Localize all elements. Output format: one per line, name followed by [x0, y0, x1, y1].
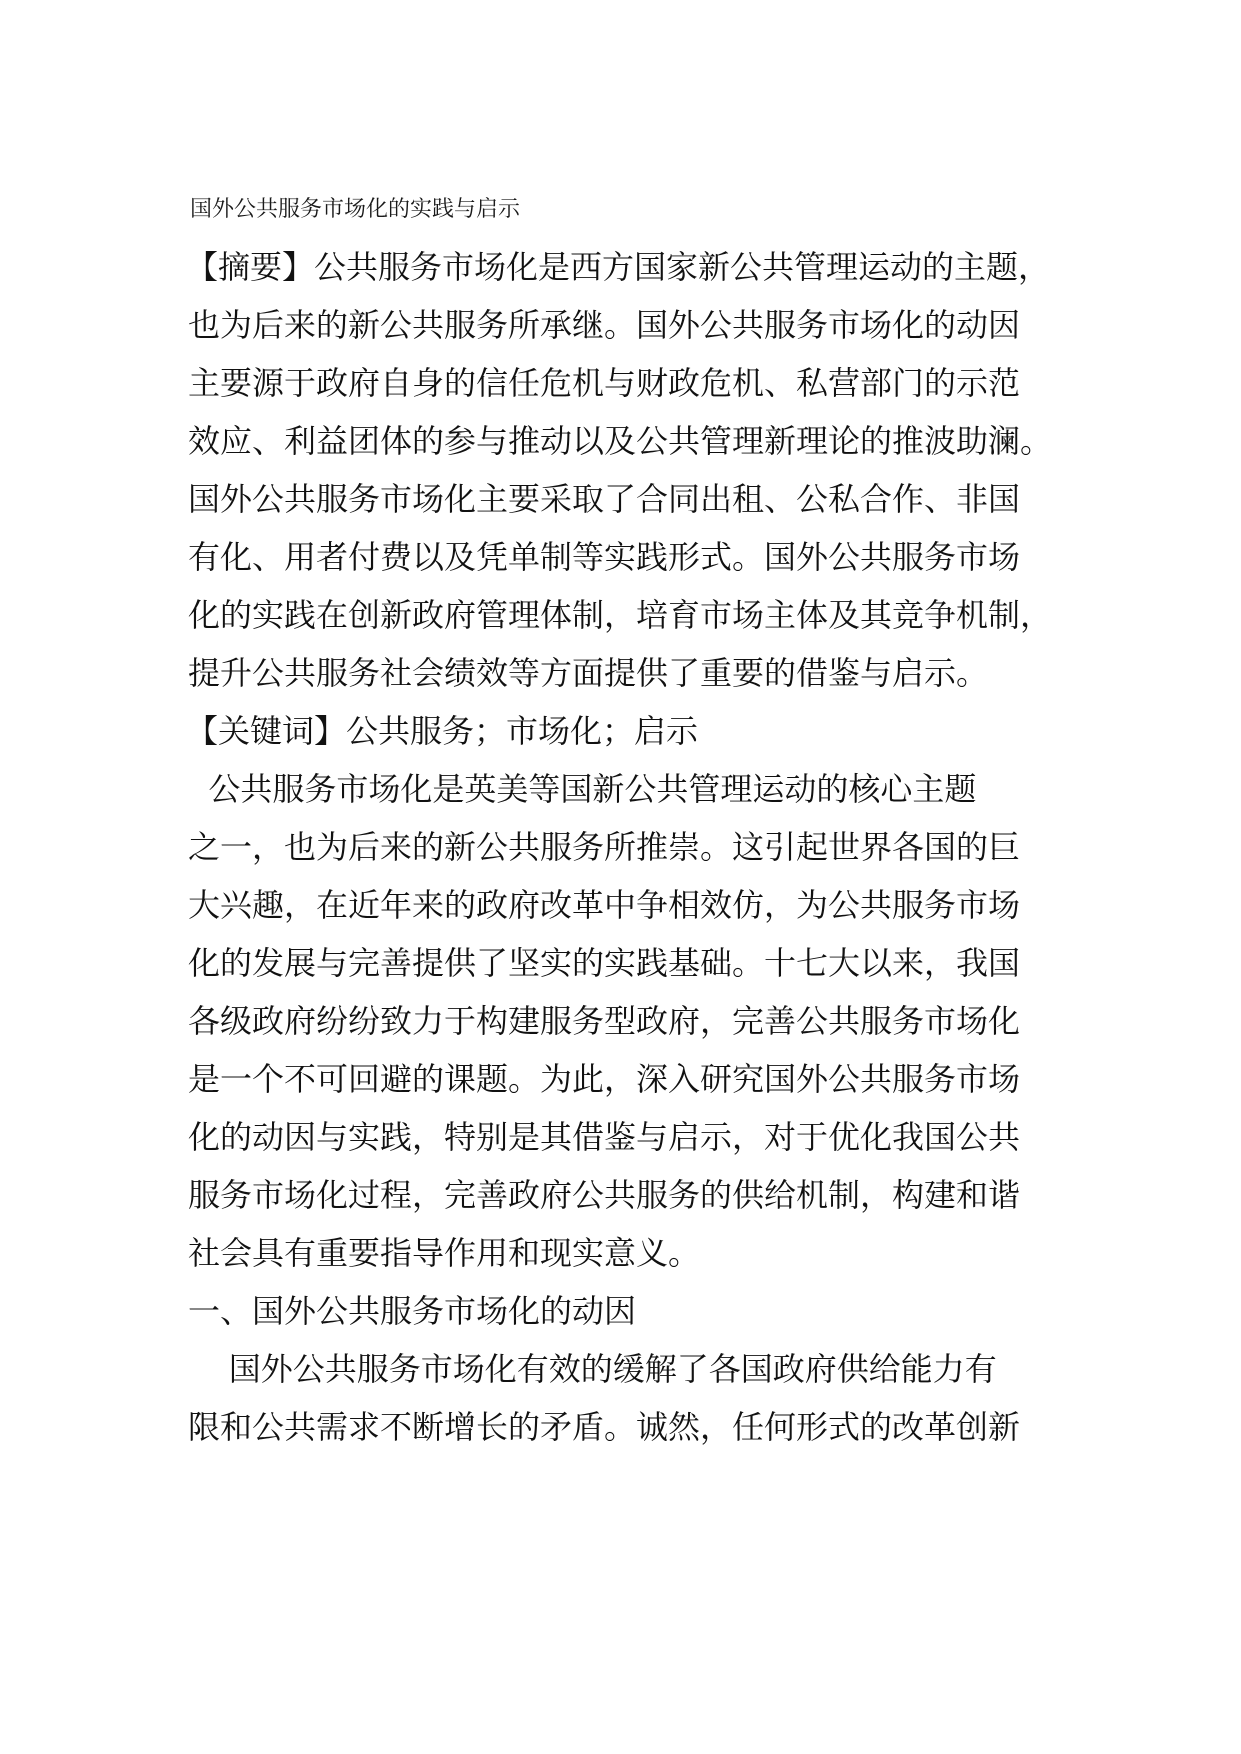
abstract-line-4: 效应、利益团体的参与推动以及公共管理新理论的推波助澜。 [188, 422, 1053, 460]
body-line-4: 化的发展与完善提供了坚实的实践基础。十七大以来，我国 [188, 944, 1021, 982]
body-line-2: 之一，也为后来的新公共服务所推崇。这引起世界各国的巨 [188, 828, 1021, 866]
abstract-line-3: 主要源于政府自身的信任危机与财政危机、私营部门的示范 [188, 364, 1021, 402]
body-line-7: 化的动因与实践，特别是其借鉴与启示，对于优化我国公共 [188, 1118, 1021, 1156]
section-heading-1: 一、国外公共服务市场化的动因 [188, 1292, 637, 1330]
section-line-2: 限和公共需求不断增长的矛盾。诚然，任何形式的改革创新 [188, 1408, 1021, 1446]
abstract-line-7: 化的实践在创新政府管理体制，培育市场主体及其竞争机制， [188, 596, 1053, 634]
body-line-9: 社会具有重要指导作用和现实意义。 [188, 1234, 701, 1272]
document-title: 国外公共服务市场化的实践与启示 [190, 197, 521, 222]
body-line-6: 是一个不可回避的课题。为此，深入研究国外公共服务市场 [188, 1060, 1021, 1098]
body-line-3: 大兴趣，在近年来的政府改革中争相效仿，为公共服务市场 [188, 886, 1021, 924]
abstract-line-1: 【摘要】公共服务市场化是西方国家新公共管理运动的主题， [186, 248, 1051, 286]
abstract-line-2: 也为后来的新公共服务所承继。国外公共服务市场化的动因 [188, 306, 1021, 344]
keywords-line: 【关键词】公共服务；市场化；启示 [186, 712, 699, 750]
abstract-line-6: 有化、用者付费以及凭单制等实践形式。国外公共服务市场 [188, 538, 1021, 576]
body-line-5: 各级政府纷纷致力于构建服务型政府，完善公共服务市场化 [188, 1002, 1021, 1040]
abstract-line-5: 国外公共服务市场化主要采取了合同出租、公私合作、非国 [188, 480, 1021, 518]
section-line-1: 国外公共服务市场化有效的缓解了各国政府供给能力有 [188, 1350, 997, 1388]
abstract-line-8: 提升公共服务社会绩效等方面提供了重要的借鉴与启示。 [188, 654, 989, 692]
body-line-1: 公共服务市场化是英美等国新公共管理运动的核心主题 [188, 770, 977, 808]
body-line-8: 服务市场化过程，完善政府公共服务的供给机制，构建和谐 [188, 1176, 1021, 1214]
